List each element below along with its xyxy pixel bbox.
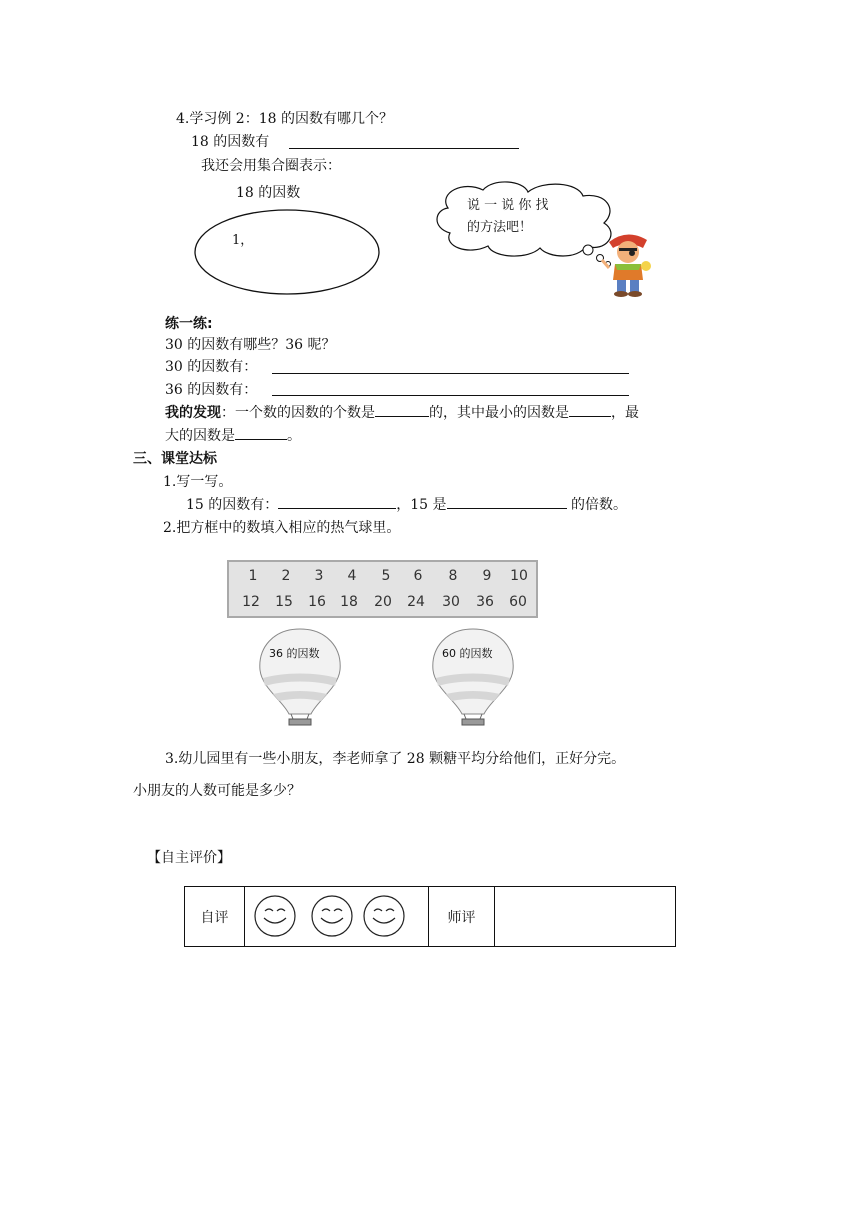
- number-item: 15: [275, 594, 293, 610]
- evaluation-table: [184, 886, 676, 947]
- number-item: 5: [381, 568, 391, 584]
- line36-blank[interactable]: [272, 395, 629, 396]
- q3-line1: 3.幼儿园里有一些小朋友，李老师拿了 28 颗糖平均分给他们，正好分完。: [165, 751, 626, 767]
- q1-blank1[interactable]: [278, 494, 396, 509]
- finding-text2: 的，其中最小的因数是: [429, 405, 569, 421]
- set-label: 18 的因数: [236, 185, 301, 201]
- number-item: 10: [510, 568, 528, 584]
- q1-title: 1.写一写。: [163, 474, 233, 490]
- q1-text3: 的倍数。: [570, 497, 627, 513]
- q1-text1: 15 的因数有：: [186, 497, 279, 513]
- finding-text4: 大的因数是: [165, 428, 235, 444]
- set-intro: 我还会用集合圈表示：: [201, 158, 341, 174]
- number-box: [227, 560, 538, 618]
- smiley-icon: [312, 896, 352, 936]
- balloon-60-icon: [428, 626, 518, 726]
- smiley-icon: [255, 896, 295, 936]
- set-ellipse: [190, 205, 385, 300]
- finding-text1: ：一个数的因数的个数是: [221, 405, 375, 421]
- finding-line2: [165, 425, 301, 445]
- number-item: 2: [281, 568, 291, 584]
- number-item: 16: [308, 594, 326, 610]
- line30-blank[interactable]: [272, 373, 629, 374]
- bubble-line2: 的方法吧！: [467, 220, 533, 235]
- finding-blank1[interactable]: [375, 402, 429, 417]
- number-item: 9: [482, 568, 492, 584]
- factors18-label: 18 的因数有: [191, 134, 270, 150]
- balloon-36-icon: [255, 626, 345, 726]
- practice-question: 30 的因数有哪些？36 呢？: [165, 337, 336, 353]
- number-item: 20: [374, 594, 392, 610]
- example-title: 4.学习例 2：18 的因数有哪几个？: [176, 111, 393, 127]
- self-eval-faces[interactable]: [245, 887, 429, 947]
- self-eval-label: 自评: [185, 887, 245, 947]
- practice-heading: 练一练:: [165, 316, 213, 332]
- number-item: 3: [314, 568, 324, 584]
- number-item: 36: [476, 594, 494, 610]
- smiley-faces: [245, 887, 428, 942]
- pirate-character-icon: [597, 228, 657, 298]
- finding-label: 我的发现: [165, 405, 221, 421]
- line36-label: 36 的因数有：: [165, 382, 258, 398]
- finding-blank2[interactable]: [569, 402, 611, 417]
- q2-title: 2.把方框中的数填入相应的热气球里。: [163, 520, 401, 536]
- number-item: 4: [347, 568, 357, 584]
- smiley-icon: [364, 896, 404, 936]
- set-content: 1，: [232, 233, 254, 248]
- factors18-blank[interactable]: [289, 148, 519, 149]
- number-item: 24: [407, 594, 425, 610]
- q1-line: [186, 494, 627, 514]
- q1-blank2[interactable]: [447, 494, 567, 509]
- teacher-eval-label: 师评: [429, 887, 495, 947]
- bubble-line1: 说 一 说 你 找: [467, 198, 549, 213]
- number-item: 30: [442, 594, 460, 610]
- finding-line1: [165, 402, 639, 422]
- finding-blank3[interactable]: [235, 425, 287, 440]
- line30-label: 30 的因数有：: [165, 359, 258, 375]
- balloon-36-label: 36 的因数: [269, 647, 320, 660]
- q3-line2: 小朋友的人数可能是多少？: [133, 783, 301, 799]
- number-item: 60: [509, 594, 527, 610]
- teacher-eval-cell[interactable]: [495, 887, 676, 947]
- q1-text2: ，15 是: [396, 497, 447, 513]
- section3-heading: 三、课堂达标: [133, 451, 217, 467]
- number-item: 18: [340, 594, 358, 610]
- evaluation-heading: 【自主评价】: [147, 850, 231, 866]
- finding-text5: 。: [287, 428, 301, 444]
- number-item: 8: [448, 568, 458, 584]
- number-item: 1: [248, 568, 258, 584]
- finding-text3: ，最: [611, 405, 639, 421]
- balloon-60-label: 60 的因数: [442, 647, 493, 660]
- number-item: 12: [242, 594, 260, 610]
- number-item: 6: [413, 568, 423, 584]
